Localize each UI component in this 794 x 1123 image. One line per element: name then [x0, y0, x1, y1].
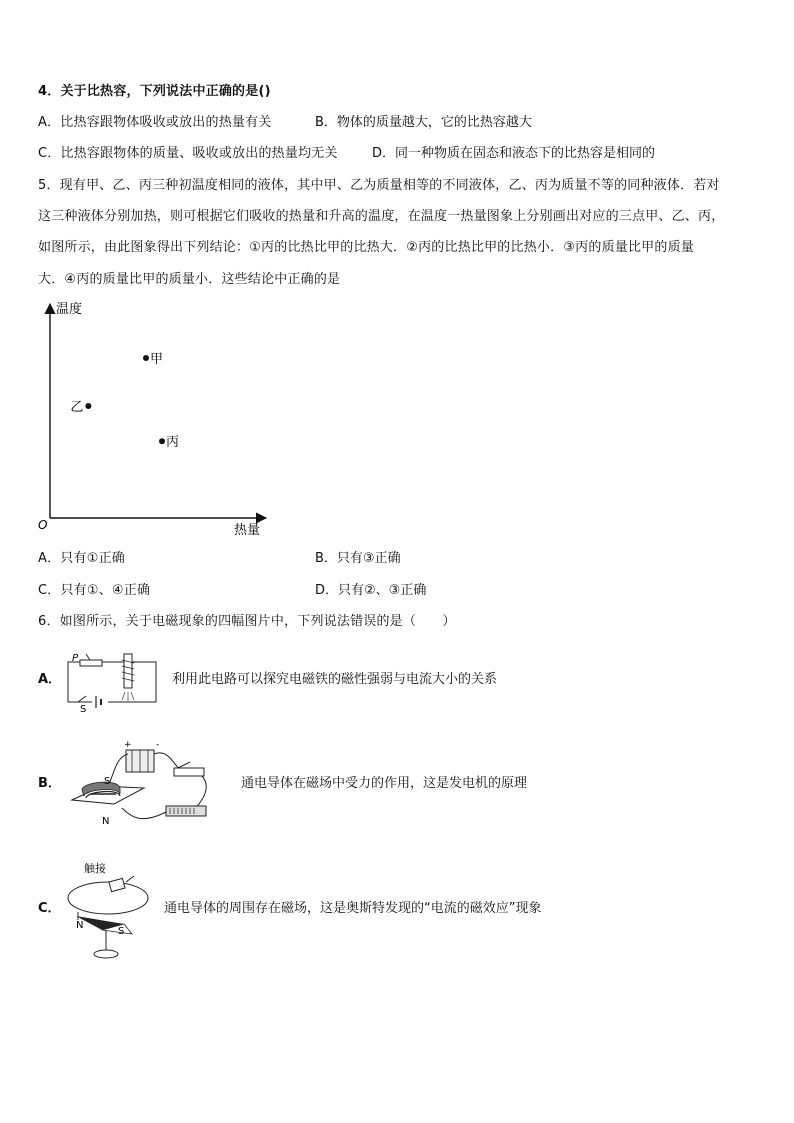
graph-point-label-1: 乙: [70, 400, 84, 415]
battery-plus-label: +: [124, 740, 132, 750]
temperature-heat-graph: [30, 296, 280, 540]
q4-option-d: D．同一种物质在固态和液态下的比热容是相同的: [372, 146, 656, 161]
q5-option-c: C．只有①、④正确: [38, 583, 151, 598]
origin-label: O: [38, 518, 48, 532]
q5-stem-line-4: 大．④丙的质量比甲的质量小．这些结论中正确的是: [38, 272, 341, 287]
q6-item-a-text: 利用此电路可以探究电磁铁的磁性强弱与电流大小的关系: [172, 672, 498, 687]
electromagnet-circuit-figure: [62, 650, 162, 712]
compass-s-label: S: [118, 926, 125, 937]
magnet-n-label: N: [102, 816, 110, 827]
q6-item-b-text: 通电导体在磁场中受力的作用，这是发电机的原理: [241, 776, 528, 791]
current-in-magnetic-field-figure: [62, 738, 222, 828]
q5-stem-line-2: 这三种液体分别加热，则可根据它们吸收的热量和升高的温度，在温度一热量图象上分别画出对应的三点甲、乙、丙，: [38, 209, 725, 224]
graph-point-2: [159, 438, 165, 444]
q6-item-a-label: A．: [38, 672, 62, 687]
q6-item-c-text: 通电导体的周围存在磁场，这是奥斯特发现的“电流的磁效应”现象: [164, 901, 542, 916]
q5-option-d: D．只有②、③正确: [315, 583, 427, 598]
q6-item-b-label: B．: [38, 776, 61, 791]
graph-point-0: [143, 355, 149, 361]
q6-item-c-label: C．: [38, 901, 61, 916]
q6-stem: 6．如图所示，关于电磁现象的四幅图片中，下列说法错误的是（ ）: [38, 614, 456, 629]
q4-option-a: A．比热容跟物体吸收或放出的热量有关: [38, 115, 272, 130]
q4-option-b: B．物体的质量越大，它的比热容越大: [315, 115, 532, 130]
q5-stem-line-1: 5．现有甲、乙、丙三种初温度相同的液体，其中甲、乙为质量相等的不同液体，乙、丙为质量不等的同种液体．若对: [38, 178, 720, 193]
y-axis-label: 温度: [56, 302, 83, 317]
q4-stem: 4．关于比热容，下列说法中正确的是(): [38, 84, 271, 99]
magnet-s-label: S: [104, 776, 111, 787]
graph-point-1: [85, 403, 91, 409]
x-axis-label: 热量: [234, 523, 261, 538]
q5-stem-line-3: 如图所示，由此图象得出下列结论：①丙的比热比甲的比热大．②丙的比热比甲的比热小．③丙的质量比甲的质量: [38, 240, 694, 255]
touch-contact-label: 触接: [84, 862, 106, 875]
compass-n-label: N: [76, 920, 84, 931]
oersted-experiment-figure: [62, 858, 162, 964]
battery-minus-label: -: [156, 740, 160, 750]
q5-option-a: A．只有①正确: [38, 551, 125, 566]
rheostat-label: P: [72, 653, 79, 664]
switch-label: S: [80, 704, 87, 712]
q4-option-c: C．比热容跟物体的质量、吸收或放出的热量均无关: [38, 146, 338, 161]
graph-point-label-2: 丙: [166, 435, 180, 451]
q5-option-b: B．只有③正确: [315, 551, 401, 566]
graph-point-label-0: 甲: [150, 352, 164, 367]
